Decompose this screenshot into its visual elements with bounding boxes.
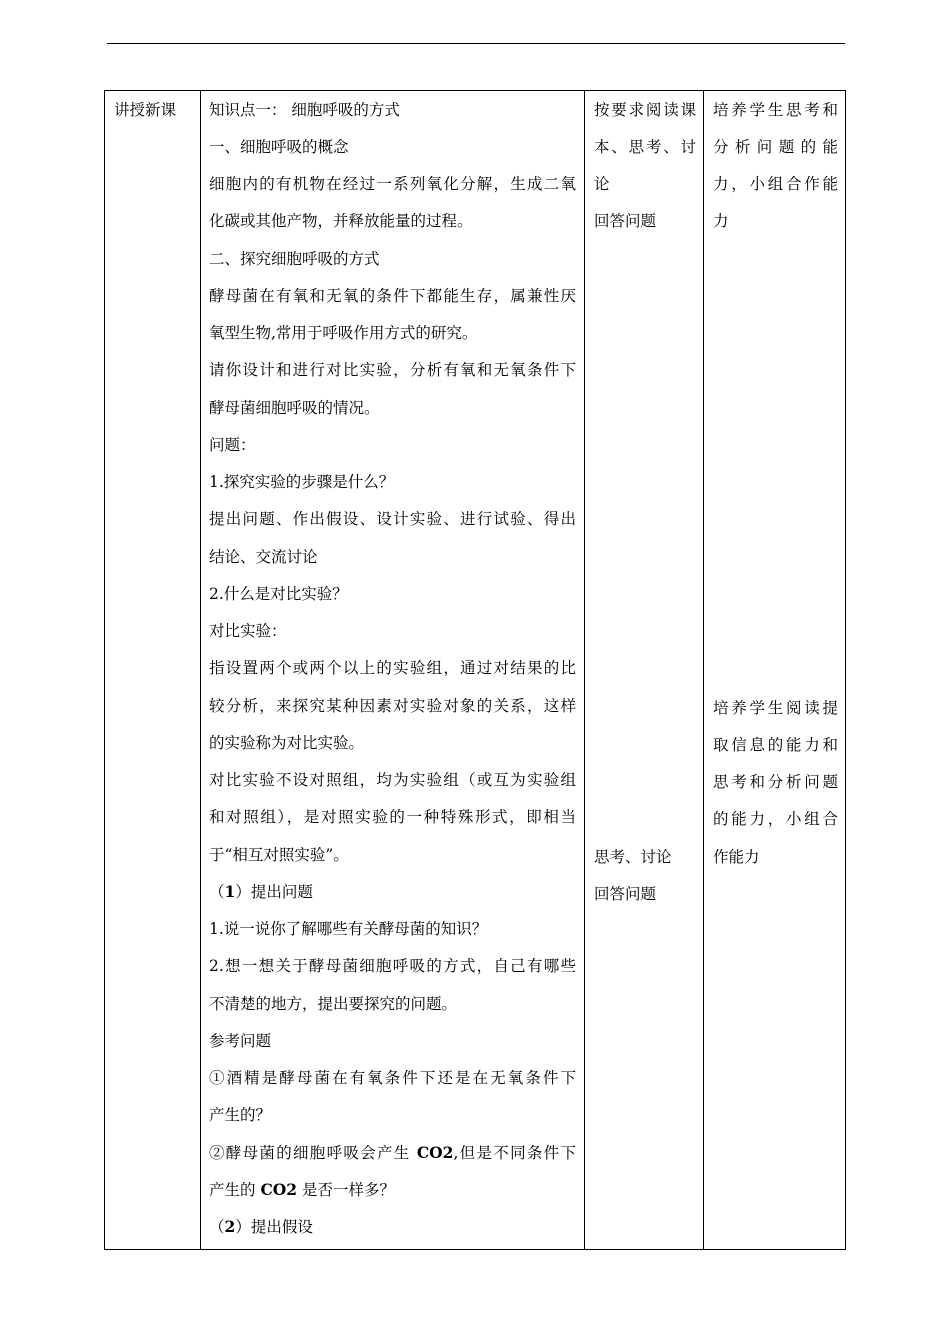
intent-line: 培养学生阅读提	[713, 699, 838, 717]
content-line: 知识点一： 细胞呼吸的方式	[209, 101, 400, 119]
content-line: ①酒精是酵母菌在有氧条件下还是在无氧条件下	[209, 1069, 576, 1087]
content-line: 1.说一说你了解哪些有关酵母菌的知识？	[209, 920, 488, 938]
intent-line: 取信息的能力和	[713, 736, 838, 754]
intent-line: 分析问题的能	[713, 138, 838, 156]
content-line: 2.想一想关于酵母菌细胞呼吸的方式，自己有哪些	[209, 957, 576, 975]
intent-line: 力，小组合作能	[713, 175, 838, 193]
content-line: 酵母菌细胞呼吸的情况。	[209, 399, 380, 417]
content-line: 对比实验：	[209, 622, 287, 640]
activity-line: 回答问题	[594, 212, 657, 230]
content-line: 细胞内的有机物在经过一系列氧化分解，生成二氧	[209, 175, 576, 193]
intent-line: 作能力	[713, 848, 760, 866]
content-line: （1）提出问题	[209, 882, 313, 901]
content-line: 提出问题、作出假设、设计实验、进行试验、得出	[209, 510, 576, 528]
intent-line: 思考和分析问题	[713, 773, 838, 791]
content-line: 问题：	[209, 436, 256, 454]
intent-line: 培养学生思考和	[713, 101, 838, 119]
activity-line: 本、思考、讨	[594, 138, 696, 156]
content-line: （2）提出假设	[209, 1217, 313, 1236]
content-line: 氧型生物,常用于呼吸作用方式的研究。	[209, 324, 478, 342]
content-line: 酵母菌在有氧和无氧的条件下都能生存，属兼性厌	[209, 287, 576, 305]
content-line: 结论、交流讨论	[209, 548, 318, 566]
content-line: 于“相互对照实验”。	[209, 846, 349, 864]
section-label: 讲授新课	[114, 101, 177, 119]
activity-line: 论	[594, 175, 610, 193]
activity-line: 按要求阅读课	[594, 101, 696, 119]
content-line: 一、细胞呼吸的概念	[209, 138, 349, 156]
content-line: 1.探究实验的步骤是什么？	[209, 473, 395, 491]
intent-line: 的能力，小组合	[713, 810, 838, 828]
column-divider-2	[584, 90, 585, 1250]
content-line: 请你设计和进行对比实验，分析有氧和无氧条件下	[209, 361, 576, 379]
content-line: 2.什么是对比实验？	[209, 585, 348, 603]
column-divider-3	[703, 90, 704, 1250]
content-line: ②酵母菌的细胞呼吸会产生 CO2,但是不同条件下	[209, 1143, 576, 1162]
content-line: 和对照组），是对照实验的一种特殊形式，即相当	[209, 808, 576, 826]
content-line: 二、探究细胞呼吸的方式	[209, 250, 380, 268]
content-line: 参考问题	[209, 1032, 272, 1050]
content-line: 不清楚的地方，提出要探究的问题。	[209, 995, 458, 1013]
content-line: 化碳或其他产物，并释放能量的过程。	[209, 212, 473, 230]
content-line: 指设置两个或两个以上的实验组，通过对结果的比	[209, 659, 576, 677]
activity-line: 回答问题	[594, 885, 657, 903]
column-divider-1	[200, 90, 201, 1250]
intent-line: 力	[713, 212, 729, 230]
activity-line: 思考、讨论	[594, 848, 672, 866]
content-line: 较分析，来探究某种因素对实验对象的关系，这样	[209, 697, 576, 715]
content-line: 对比实验不设对照组，均为实验组（或互为实验组	[209, 771, 576, 789]
header-rule	[107, 43, 845, 44]
content-line: 产生的 CO2 是否一样多？	[209, 1180, 395, 1199]
content-line: 产生的？	[209, 1106, 272, 1124]
content-line: 的实验称为对比实验。	[209, 734, 365, 752]
